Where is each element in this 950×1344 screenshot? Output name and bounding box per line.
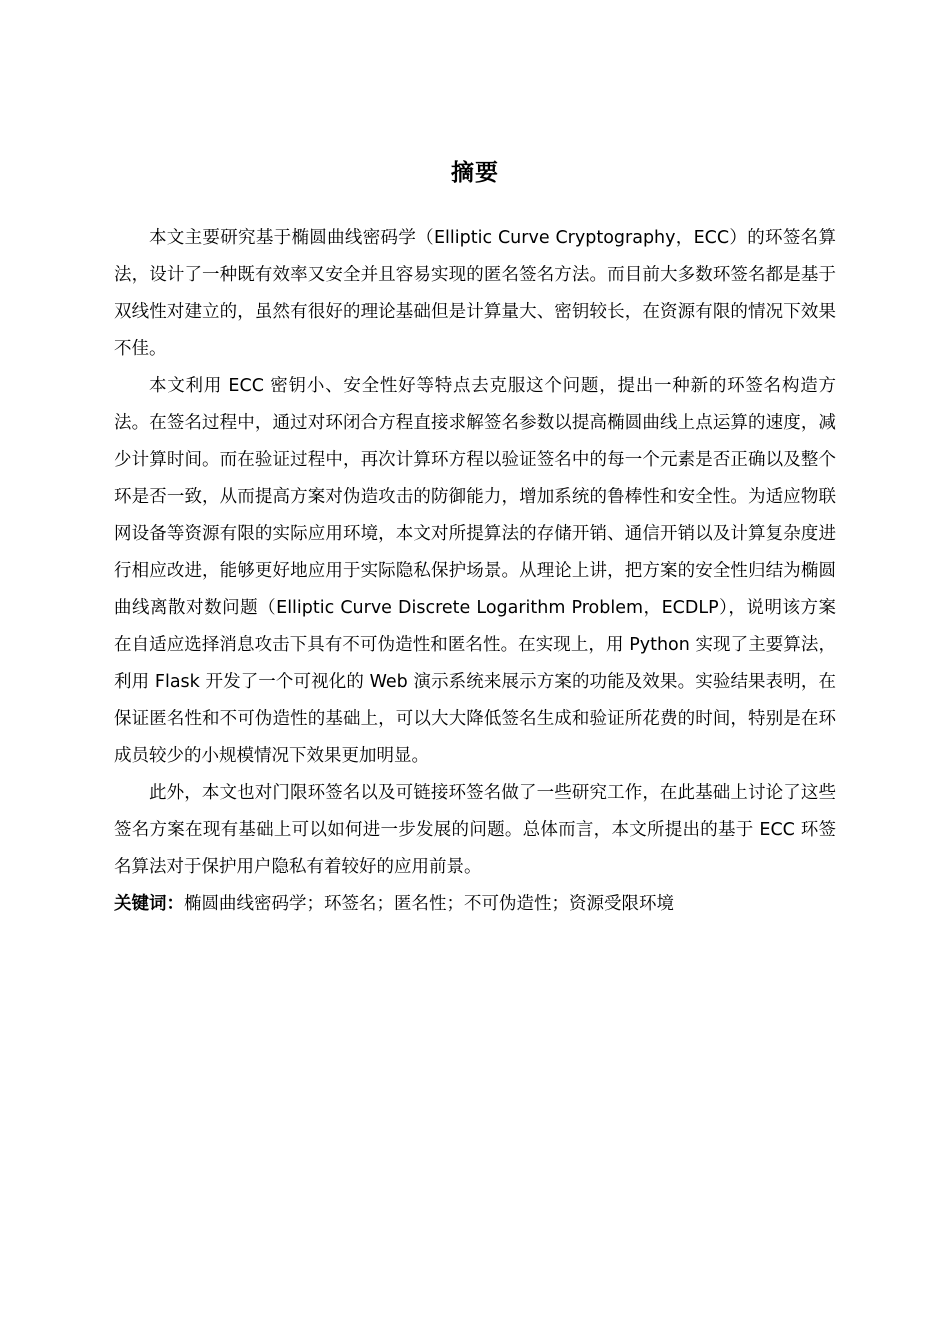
abstract-paragraph-1: 本文主要研究基于椭圆曲线密码学（Elliptic Curve Cryptography，ECC）的环签名算法，设计了一种既有效率又安全并且容易实现的匿名签名方法。而目前大多数环签名都是基于双线性对建立的，虽然有很好的理论基础但是计算量大、密钥较长，在资源有限的情况下效果不佳。: [114, 228, 836, 359]
keywords-label: 关键词：: [114, 894, 184, 914]
keywords-list: 椭圆曲线密码学；环签名；匿名性；不可伪造性；资源受限环境: [184, 894, 674, 914]
abstract-paragraph-3: 此外，本文也对门限环签名以及可链接环签名做了一些研究工作，在此基础上讨论了这些签名方案在现有基础上可以如何进一步发展的问题。总体而言，本文所提出的基于 ECC 环签名算法对于保护用户隐私有着较好的应用前景。: [114, 783, 836, 877]
keywords-line: [114, 886, 836, 923]
page-title: 摘要: [451, 160, 499, 186]
abstract-body: [114, 220, 836, 923]
abstract-paragraph-2: 本文利用 ECC 密钥小、安全性好等特点去克服这个问题，提出一种新的环签名构造方法。在签名过程中，通过对环闭合方程直接求解签名参数以提高椭圆曲线上点运算的速度，减少计算时间。而在验证过程中，再次计算环方程以验证签名中的每一个元素是否正确以及整个环是否一致，从而提高方案对伪造攻击的防御能力，增加系统的鲁棒性和安全性。为适应物联网设备等资源有限的实际应用环境，本文对所提算法的存储开销、通信开销以及计算复杂度进行相应改进，能够更好地应用于实际隐私保护场景。从理论上讲，把方案的安全性归结为椭圆曲线离散对数问题（Elliptic Curve Discrete Logarithm Problem，ECDLP），说明该方案在自适应选择消息攻击下具有不可伪造性和匿名性。在实现上，用 Python 实现了主要算法，利用 Flask 开发了一个可视化的 Web 演示系统来展示方案的功能及效果。实验结果表明，在保证匿名性和不可伪造性的基础上，可以大大降低签名生成和验证所花费的时间，特别是在环成员较少的小规模情况下效果更加明显。: [114, 376, 836, 766]
